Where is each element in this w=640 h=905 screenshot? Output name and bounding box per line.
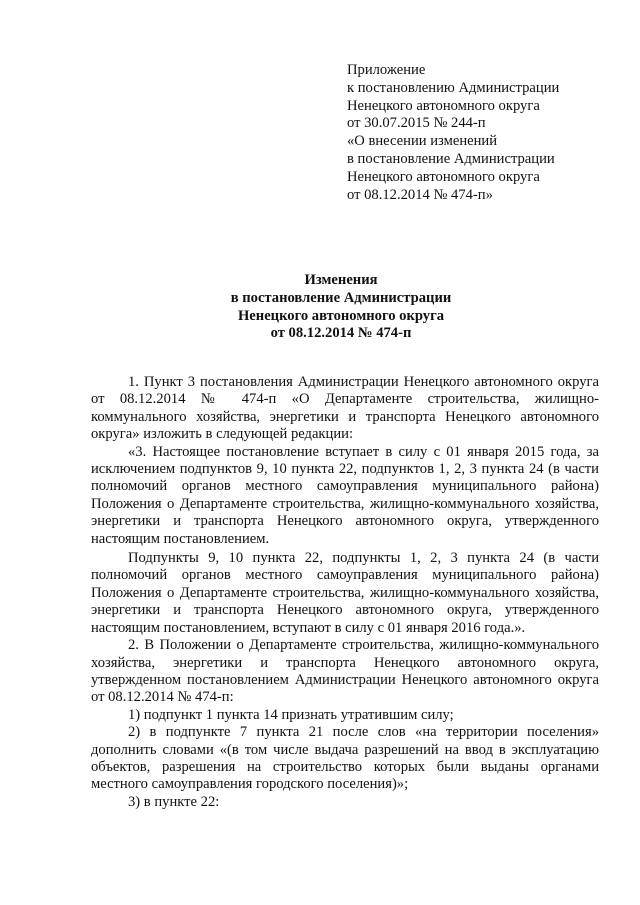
body-paragraph: 1) подпункт 1 пункта 14 признать утратившим силу; [128,706,454,723]
title-line: Ненецкого автономного округа [237,307,445,324]
body-paragraph: Подпункты 9, 10 пункта 22, подпункты 1, 2, 3 пункта 24 (в части полномочий органов местного самоуправления муниципального района) Положения о Департаменте строительства, жилищно-коммунального хозяйства, энергетики и транспорта Ненецкого автономного округа, утвержденного настоящим постановлением, вступают в силу с 01 января 2016 года.». [91,550,599,636]
body-paragraph: 3) в пункте 22: [128,793,220,810]
appendix-line: «О внесении изменений [347,133,498,150]
appendix-line: Приложение [347,62,426,78]
appendix-line: от 30.07.2015 № 244-п [347,115,486,132]
document-body [91,374,599,811]
appendix-header [347,62,559,204]
title-line: Изменения [304,272,378,288]
body-paragraph: «3. Настоящее постановление вступает в силу с 01 января 2015 года, за исключением подпунктов 9, 10 пункта 22, подпунктов 1, 2, 3 пункта 24 (в части полномочий органов местного самоуправления муниципального района) Положения о Департаменте строительства, жилищно-коммунального хозяйства, энергетики и транспорта Ненецкого автономного округа, утвержденного настоящим постановлением. [91,443,599,547]
body-paragraph: 2) в подпункте 7 пункта 21 после слов «на территории поселения» дополнить словами «(в том числе выдача разрешений на ввод в эксплуатацию объектов, разрешения на строительство которых были выданы органами местного самоуправления городского поселения)»; [91,724,599,793]
title-line: в постановление Администрации [230,289,452,306]
document-title [0,272,640,343]
title-line: от 08.12.2014 № 474-п [270,325,412,342]
appendix-line: Ненецкого автономного округа [347,168,540,185]
appendix-line: от 08.12.2014 № 474-п» [347,186,493,203]
appendix-line: в постановление Администрации [347,150,555,167]
appendix-line: к постановлению Администрации [347,79,560,96]
body-paragraph: 1. Пункт 3 постановления Администрации Ненецкого автономного округа от 08.12.2014 № 474-п «О Департаменте строительства, жилищно-коммунального хозяйства, энергетики и транспорта Ненецкого автономного округа» изложить в следующей редакции: [91,374,599,443]
appendix-line: Ненецкого автономного округа [347,97,540,114]
body-paragraph: 2. В Положении о Департаменте строительства, жилищно-коммунального хозяйства, энергетики и транспорта Ненецкого автономного округа, утвержденном постановлением Администрации Ненецкого автономного округа от 08.12.2014 № 474-п: [91,637,599,706]
